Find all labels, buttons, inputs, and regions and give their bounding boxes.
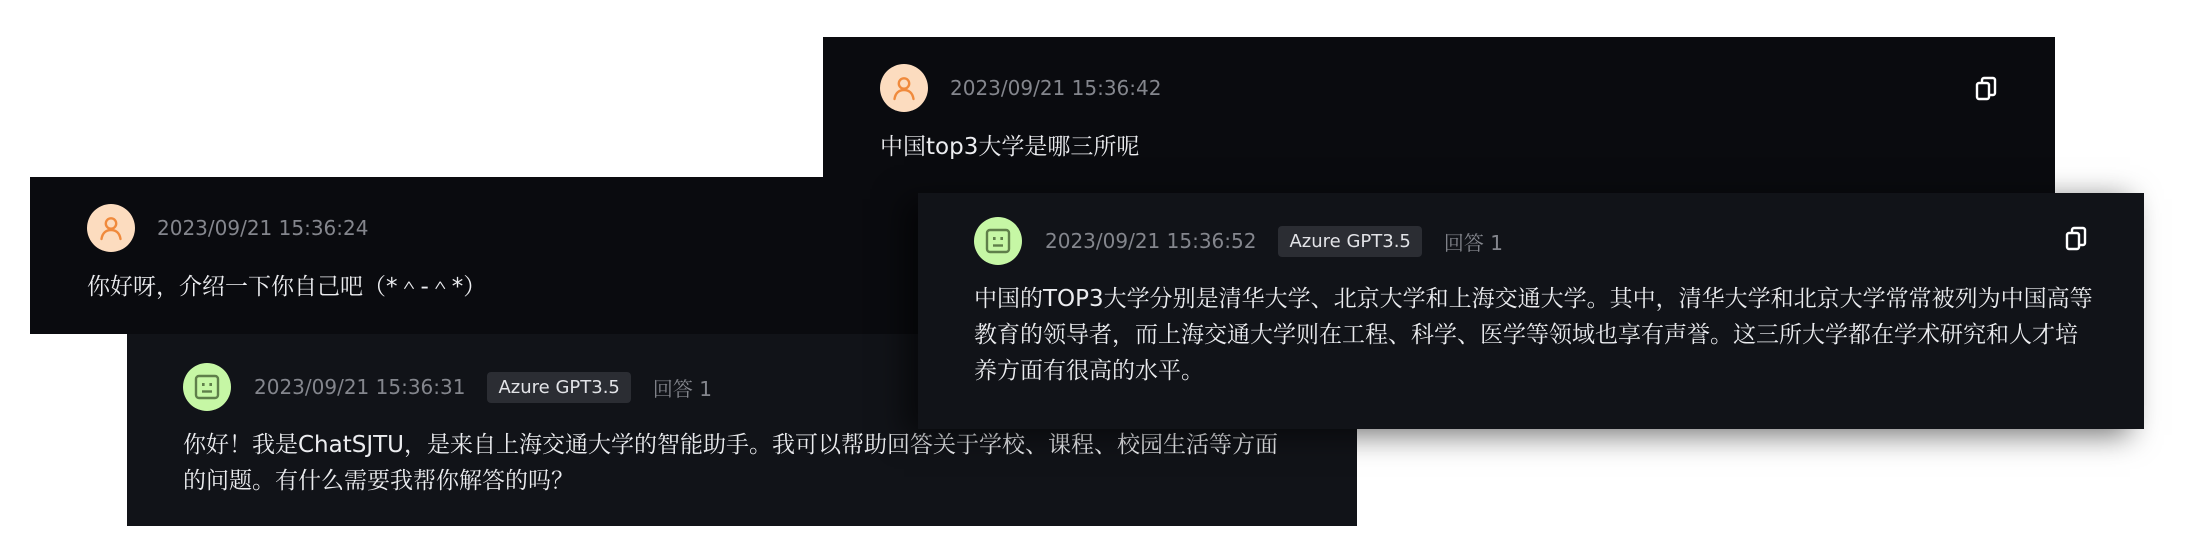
message-timestamp: 2023/09/21 15:36:31 bbox=[254, 375, 466, 399]
assistant-avatar bbox=[183, 363, 231, 411]
message-text: 你好呀，介绍一下你自己吧（*＾-＾*） bbox=[87, 274, 487, 300]
message-timestamp: 2023/09/21 15:36:24 bbox=[157, 216, 369, 240]
model-badge: Azure GPT3.5 bbox=[487, 372, 630, 403]
copy-button[interactable] bbox=[1973, 74, 1999, 104]
copy-button[interactable] bbox=[2063, 224, 2089, 254]
chat-card-user-question bbox=[823, 37, 2055, 193]
message-meta bbox=[254, 363, 712, 411]
message-text: 你好！我是ChatSJTU，是来自上海交通大学的智能助手。我可以帮助回答关于学校、课程、校园生活等方面的问题。有什么需要我帮你解答的吗？ bbox=[183, 432, 1279, 494]
bot-icon bbox=[193, 373, 221, 401]
assistant-avatar bbox=[974, 217, 1022, 265]
message-meta bbox=[157, 204, 368, 252]
answer-count[interactable]: 回答 1 bbox=[1443, 230, 1503, 255]
message-text: 中国top3大学是哪三所呢 bbox=[880, 134, 1140, 160]
model-badge: Azure GPT3.5 bbox=[1278, 226, 1421, 257]
chat-card-user-greeting bbox=[30, 177, 952, 334]
copy-icon bbox=[1975, 76, 1997, 102]
message-meta bbox=[1045, 217, 1503, 265]
answer-count[interactable]: 回答 1 bbox=[652, 376, 712, 401]
message-timestamp: 2023/09/21 15:36:52 bbox=[1045, 229, 1257, 253]
copy-icon bbox=[2065, 226, 2087, 252]
user-icon bbox=[891, 75, 917, 101]
bot-icon bbox=[984, 227, 1012, 255]
user-avatar bbox=[880, 64, 928, 112]
user-avatar bbox=[87, 204, 135, 252]
chat-card-assistant-answer bbox=[918, 193, 2144, 429]
user-icon bbox=[98, 215, 124, 241]
message-meta bbox=[950, 64, 1161, 112]
message-timestamp: 2023/09/21 15:36:42 bbox=[950, 76, 1162, 100]
message-text: 中国的TOP3大学分别是清华大学、北京大学和上海交通大学。其中，清华大学和北京大学常常被列为中国高等教育的领导者，而上海交通大学则在工程、科学、医学等领域也享有声誉。这三所大学都在学术研究和人才培养方面有很高的水平。 bbox=[974, 286, 2093, 384]
